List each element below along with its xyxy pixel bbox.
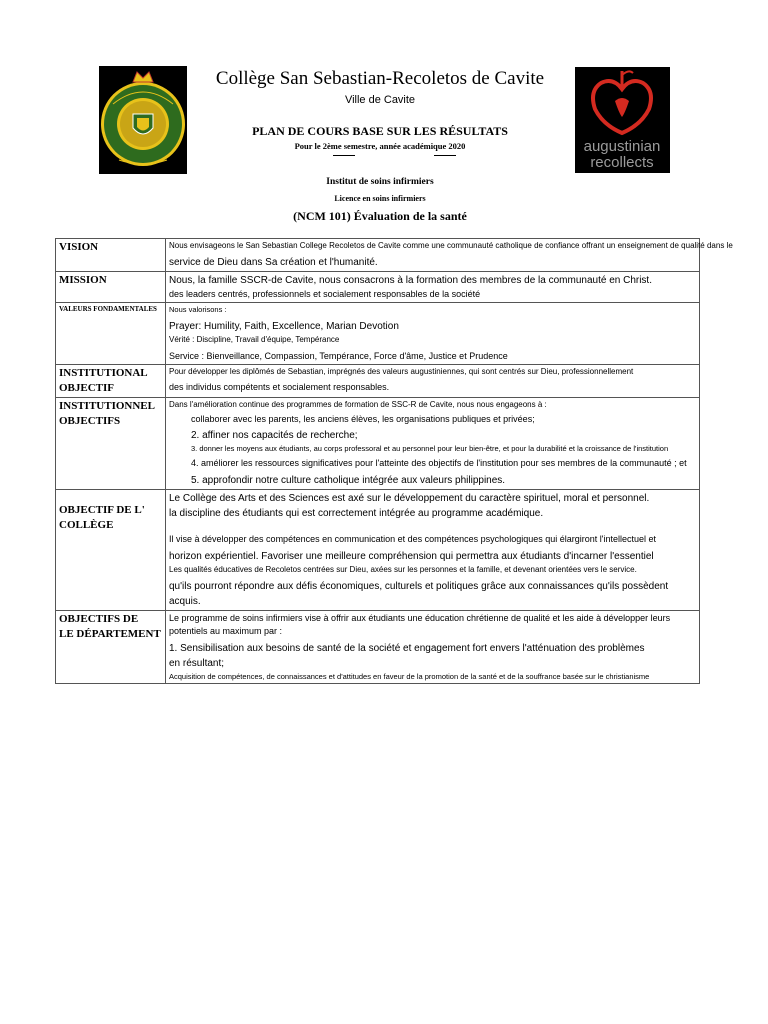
department-objectives-row bbox=[56, 611, 700, 684]
dept-text-2: potentiels au maximum par : bbox=[169, 626, 283, 636]
values-service: Service : Bienveillance, Compassion, Tempérance, Force d'âme, Justice et Prudence bbox=[169, 351, 508, 361]
dept-text-3: 1. Sensibilisation aux besoins de santé de la société et engagement fort envers l'atténuation des problèmes bbox=[169, 643, 645, 654]
college-text-6: qu'ils pourront répondre aux défis économiques, culturels et politiques grâce aux connaissances qu'ils possèdent bbox=[169, 581, 669, 592]
institutional-objective-row bbox=[56, 365, 700, 398]
licence-name: Licence en soins infirmiers bbox=[334, 194, 426, 203]
inst-objective-text-2: des individus compétents et socialement responsables. bbox=[169, 382, 390, 392]
school-seal-logo bbox=[99, 66, 187, 174]
values-verite: Vérité : Discipline, Travail d'équipe, Tempérance bbox=[169, 335, 340, 344]
vision-label: VISION bbox=[56, 239, 166, 272]
department-objectives-label: OBJECTIFS DE LE DÉPARTEMENT bbox=[56, 611, 166, 684]
college-text-2: la discipline des étudiants qui est correctement intégrée au programme académique. bbox=[169, 508, 544, 519]
rule-right bbox=[434, 155, 456, 156]
college-objective-row bbox=[56, 490, 700, 611]
college-objective-content bbox=[166, 490, 700, 611]
college-text-5: Les qualités éducatives de Recoletos centrées sur Dieu, axées sur les personnes et la famille, et devenant orientées vers le service. bbox=[169, 565, 637, 574]
vision-content bbox=[166, 239, 733, 272]
mission-text-2: des leaders centrés, professionnels et socialement responsables de la société bbox=[169, 289, 481, 299]
mission-text-1: Nous, la famille SSCR-de Cavite, nous consacrons à la formation des membres de la communauté en Christ. bbox=[169, 275, 652, 286]
inst-objective-text-1: Pour développer les diplômés de Sebastian, imprégnés des valeurs augustiniennes, qui sont centrés sur Dieu, professionnellement bbox=[169, 367, 634, 376]
logo-line1: augustinian bbox=[583, 138, 661, 155]
college-text-3: Il vise à développer des compétences en communication et des compétences psychologiques qui élargiront l'intellectuel et bbox=[169, 534, 656, 544]
semester-line: Pour le 2ème semestre, année académique 2020 bbox=[294, 141, 466, 151]
vision-text-1: Nous envisageons le San Sebastian College Recoletos de Cavite comme une communauté catholique de confiance offrant un enseignement de qualité dans le bbox=[169, 241, 733, 250]
institutional-objective-label: INSTITUTIONAL OBJECTIF bbox=[56, 365, 166, 398]
college-text-1: Le Collège des Arts et des Sciences est axé sur le développement du caractère spirituel, moral et personnel. bbox=[169, 493, 650, 504]
dept-text-5: Acquisition de compétences, de connaissances et d'attitudes en faveur de la promotion de la santé et de la souffrance basée sur le christianisme bbox=[169, 672, 650, 681]
mission-row bbox=[56, 272, 700, 303]
values-label: VALEURS FONDAMENTALES bbox=[56, 303, 166, 365]
values-row bbox=[56, 303, 700, 365]
institutional-objectives-content bbox=[166, 398, 700, 490]
logo-line2: recollects bbox=[590, 154, 654, 171]
school-name: Collège San Sebastian-Recoletos de Cavite bbox=[215, 68, 545, 89]
values-intro: Nous valorisons : bbox=[169, 305, 227, 314]
college-text-4: horizon expérientiel. Favoriser une meilleure compréhension qui permettra aux étudiants d'incarner l'essentiel bbox=[169, 551, 654, 562]
plan-title: PLAN DE COURS BASE SUR LES RÉSULTATS bbox=[252, 124, 508, 138]
inst-objective-item-4: 4. améliorer les ressources significatives pour l'atteinte des objectifs de l'institution pour ses membres de la communauté ; et bbox=[191, 458, 687, 468]
institutional-objective-content bbox=[166, 365, 700, 398]
inst-objective-item-5: 5. approfondir notre culture catholique intégrée aux valeurs philippines. bbox=[191, 475, 506, 486]
college-text-7: acquis. bbox=[169, 596, 201, 607]
augustinian-recollects-logo bbox=[575, 67, 670, 173]
inst-objective-item-1: collaborer avec les parents, les anciens élèves, les organisations publiques et privées; bbox=[191, 414, 535, 424]
values-content bbox=[166, 303, 700, 365]
vision-text-2: service de Dieu dans Sa création et l'humanité. bbox=[169, 257, 378, 268]
course-title: (NCM 101) Évaluation de la santé bbox=[293, 209, 467, 223]
vision-row bbox=[56, 239, 700, 272]
mission-content bbox=[166, 272, 700, 303]
values-prayer: Prayer: Humility, Faith, Excellence, Marian Devotion bbox=[169, 321, 399, 332]
college-objective-label: OBJECTIF DE L' COLLÈGE bbox=[56, 490, 166, 611]
institutional-objectives-label: INSTITUTIONNEL OBJECTIFS bbox=[56, 398, 166, 490]
city-name: Ville de Cavite bbox=[344, 94, 416, 106]
course-plan-table bbox=[55, 238, 733, 684]
inst-objective-item-2: 2. affiner nos capacités de recherche; bbox=[191, 430, 358, 441]
dept-text-4: en résultant; bbox=[169, 658, 225, 669]
rule-left bbox=[333, 155, 355, 156]
mission-label: MISSION bbox=[56, 272, 166, 303]
institutional-objectives-row bbox=[56, 398, 700, 490]
inst-objectives-intro: Dans l'amélioration continue des programmes de formation de SSC-R de Cavite, nous nous engageons à : bbox=[169, 400, 547, 409]
inst-objective-item-3: 3. donner les moyens aux étudiants, au corps professoral et au personnel pour leur bien-être, et pour la durabilité et la croissance de l'institution bbox=[191, 444, 669, 453]
department-objectives-content bbox=[166, 611, 700, 684]
institute-name: Institut de soins infirmiers bbox=[326, 177, 434, 187]
dept-text-1: Le programme de soins infirmiers vise à offrir aux étudiants une éducation chrétienne de qualité et les aide à développer leurs bbox=[169, 613, 671, 623]
